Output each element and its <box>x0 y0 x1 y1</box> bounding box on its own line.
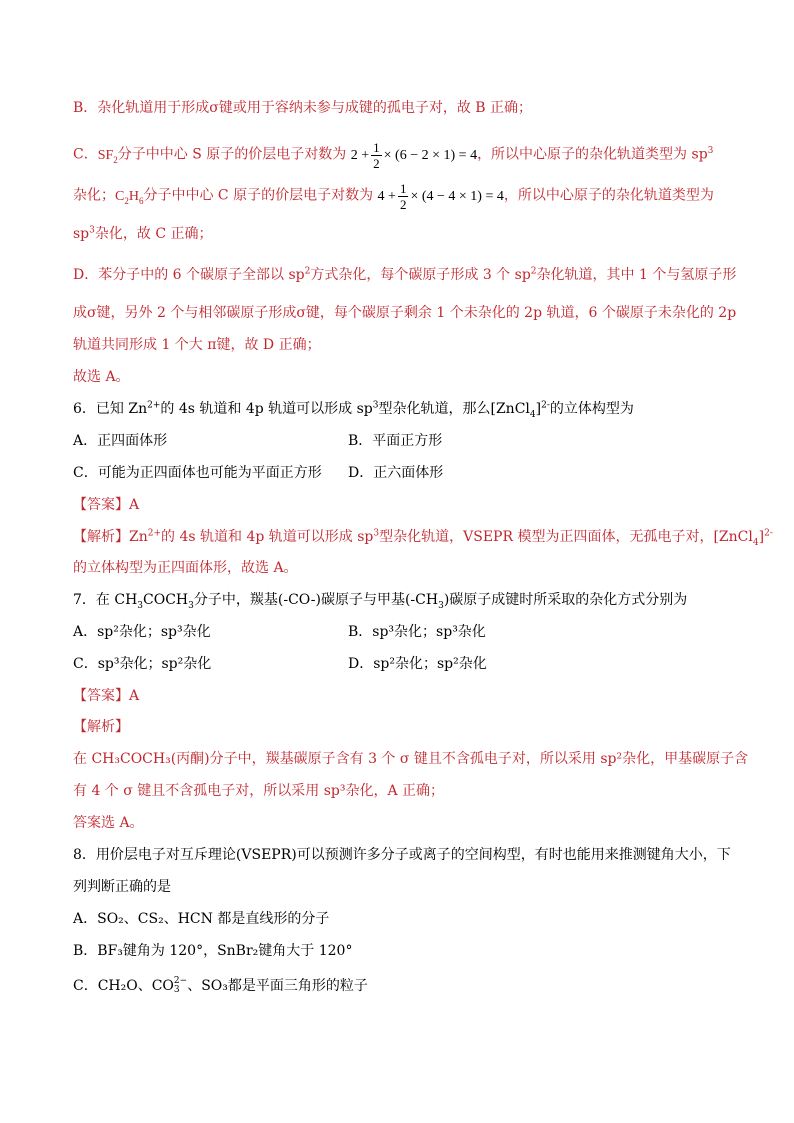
conclusion: 故选 A。 <box>73 369 130 385</box>
explanation-option-c-line2: 杂化；$C_2H_6$分子中中心 C 原子的价层电子对数为 4 + $\frac{1}{2}$ × (4 − 4 × 1) = 4，所以中心原子的杂化轨道类型为 <box>73 181 714 212</box>
question-6-stem: 6．已知 $Zn^{2+}$的 4s 轨道和 4p 轨道可以形成 $sp^3$型杂化轨道，那么[ZnCl$_4$]$^{2-}$的立体构型为 <box>73 400 634 420</box>
question-8-option-c: C．CH₂O、CO 2− 3 、SO₃都是平面三角形的粒子 <box>73 976 368 995</box>
question-7-option-d: D．sp²杂化；sp²杂化 <box>348 656 487 672</box>
formula-sf2: 2 + $\frac{1}{2}$ × (6 − 2 × 1) = 4 <box>350 140 478 171</box>
explanation-option-c-line1: C．$SF_2$分子中中心 S 原子的价层电子对数为 2 + $\frac{1}{2}$ × (6 − 2 × 1) = 4，所以中心原子的杂化轨道类型为 $sp^3$ <box>73 140 714 171</box>
question-7-answer: 【答案】A <box>73 688 140 704</box>
explanation-option-b: B．杂化轨道用于形成σ键或用于容纳未参与成键的孤电子对，故 B 正确； <box>73 100 533 116</box>
question-7-stem: 7．在 $CH_3COCH_3$分子中，羰基(-CO-)碳原子与甲基$(-CH_3)$碳原子成键时所采取的杂化方式分别为 <box>73 592 688 611</box>
explanation-option-d-line2: 成σ键，另外 2 个与相邻碳原子形成σ键，每个碳原子剩余 1 个未杂化的 2p 轨道，6 个碳原子未杂化的 2p <box>73 305 737 321</box>
question-8-option-a: A．SO₂、CS₂、HCN 都是直线形的分子 <box>73 911 330 927</box>
question-7-option-a: A．sp²杂化；sp³杂化 <box>73 624 211 640</box>
question-6-option-c: C．可能为正四面体也可能为平面正方形 <box>73 465 322 481</box>
question-8-stem-line1: 8．用价层电子对互斥理论(VSEPR)可以预测许多分子或离子的空间构型，有时也能用来推测键角大小，下 <box>73 847 731 863</box>
question-7-option-b: B．sp³杂化；sp³杂化 <box>348 624 486 640</box>
question-7-explanation-line1: 在 CH₃COCH₃(丙酮)分子中，羰基碳原子含有 3 个 σ 键且不含孤电子对，所以采用 sp²杂化，甲基碳原子含 <box>73 751 749 767</box>
question-6-option-a: A．正四面体形 <box>73 433 168 449</box>
question-6-explanation-line2: 的立体构型为正四面体形，故选 A。 <box>73 560 298 576</box>
question-7-conclusion: 答案选 A。 <box>73 815 144 831</box>
question-7-option-c: C．sp³杂化；sp²杂化 <box>73 656 212 672</box>
question-6-answer: 【答案】A <box>73 497 140 513</box>
question-8-option-b: B．BF₃键角为 120°，SnBr₂键角大于 120° <box>73 943 353 959</box>
question-6-explanation-line1: 【解析】$Zn^{2+}$的 4s 轨道和 4p 轨道可以形成 $sp^3$型杂化轨道，VSEPR 模型为正四面体，无孤电子对，[ZnCl$_4$]$^{2-}$ <box>73 528 773 548</box>
question-7-explanation-line2: 有 4 个 σ 键且不含孤电子对，所以采用 sp³杂化，A 正确； <box>73 783 445 799</box>
question-6-option-d: D．正六面体形 <box>348 465 444 481</box>
explanation-option-d-line1: D．苯分子中的 6 个碳原子全部以 $sp^2$方式杂化，每个碳原子形成 3 个 $sp^2$杂化轨道，其中 1 个与氢原子形 <box>73 266 737 283</box>
question-6-option-b: B．平面正方形 <box>348 433 443 449</box>
formula-c2h6: 4 + $\frac{1}{2}$ × (4 − 4 × 1) = 4 <box>377 181 504 212</box>
question-7-explanation-label: 【解析】 <box>73 719 129 735</box>
question-8-stem-line2: 列判断正确的是 <box>73 879 171 895</box>
explanation-option-d-line3: 轨道共同形成 1 个大 π键，故 D 正确； <box>73 337 321 353</box>
explanation-option-c-line3: $sp^3$杂化，故 C 正确； <box>73 225 213 242</box>
